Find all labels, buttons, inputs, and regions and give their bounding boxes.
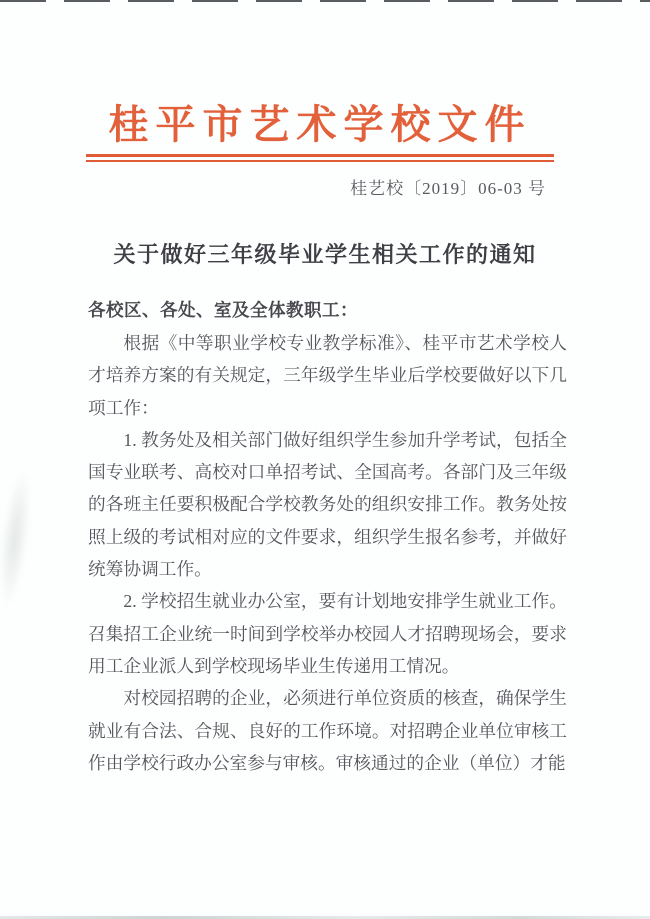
letterhead-double-rule — [86, 154, 554, 162]
body-paragraph: 根据《中等职业学校专业教学标准》、桂平市艺术学校人才培养方案的有关规定，三年级学生毕业后学校要做好以下几项工作： — [88, 333, 567, 418]
notice-body — [88, 327, 567, 779]
body-paragraph: 对校园招聘的企业，必须进行单位资质的核查，确保学生就业有合法、合规、良好的工作环境。对招聘企业单位审核工作由学校行政办公室参与审核。审核通过的企业（单位）才能 — [88, 688, 567, 773]
letterhead — [86, 100, 554, 162]
salutation: 各校区、各处、室及全体教职工： — [88, 300, 358, 320]
scan-edge-top — [0, 0, 650, 2]
document-number: 桂艺校〔2019〕06-03 号 — [350, 179, 546, 198]
rule-bottom — [86, 160, 554, 162]
body-paragraph: 2. 学校招生就业办公室，要有计划地安排学生就业工作。召集招工企业统一时间到学校举办校园人才招聘现场会，要求用工企业派人到学校现场毕业生传递用工情况。 — [88, 591, 567, 676]
scan-crease-artifact — [0, 467, 36, 609]
organization-title: 桂平市艺术学校文件 — [108, 102, 532, 147]
notice-title: 关于做好三年级毕业学生相关工作的通知 — [113, 242, 537, 267]
body-paragraph: 1. 教务处及相关部门做好组织学生参加升学考试，包括全国专业联考、高校对口单招考试、全国高考。各部门及三年级的各班主任要积极配合学校教务处的组织安排工作。教务处按照上级的考试相对应的文件要求，组织学生报名参考，并做好统筹协调工作。 — [88, 429, 567, 580]
